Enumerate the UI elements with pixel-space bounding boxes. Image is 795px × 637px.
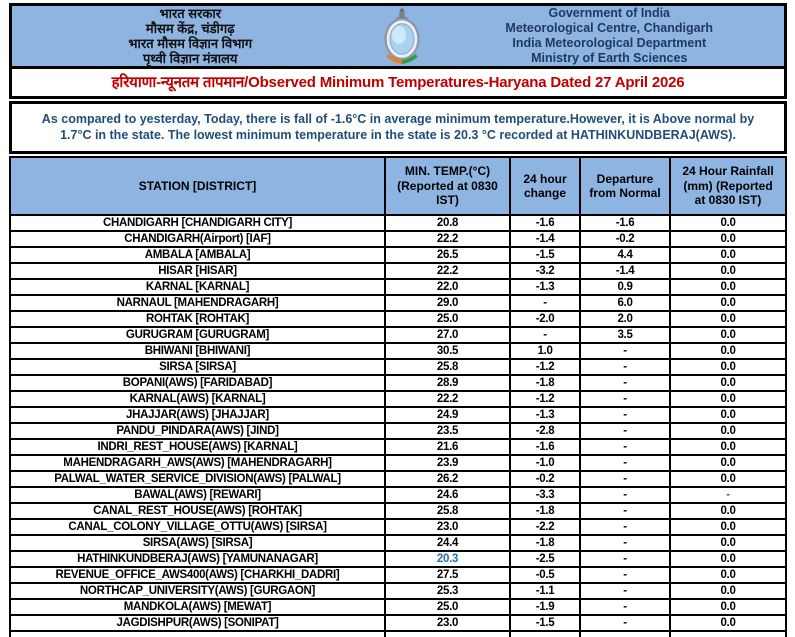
cell-departure: 3.5 bbox=[580, 327, 670, 343]
cell-rainfall: 0.0 bbox=[670, 279, 786, 295]
cell-rainfall: 0.0 bbox=[670, 215, 786, 231]
cell-change-24h: -1.9 bbox=[510, 599, 580, 615]
cell-station-district: PALWAL_WATER_SERVICE_DIVISION(AWS) [PALWAL] bbox=[10, 471, 385, 487]
imd-emblem-icon bbox=[381, 7, 423, 65]
cell-change-24h: -0.2 bbox=[510, 471, 580, 487]
cell-station-district: MANDKOLA(AWS) [MEWAT] bbox=[10, 599, 385, 615]
cell-departure: - bbox=[580, 343, 670, 359]
cell-departure: - bbox=[580, 391, 670, 407]
cell-min-temp: 23.0 bbox=[385, 519, 510, 535]
cell-departure: 4.4 bbox=[580, 247, 670, 263]
cell-departure: 2.0 bbox=[580, 311, 670, 327]
header-station: STATION [DISTRICT] bbox=[10, 157, 385, 215]
cell-change-24h: -1.8 bbox=[510, 375, 580, 391]
cell-rainfall: 0.0 bbox=[670, 375, 786, 391]
cell-station-district: CANAL_REST_HOUSE(AWS) [ROHTAK] bbox=[10, 503, 385, 519]
cell-rainfall: 0.0 bbox=[670, 231, 786, 247]
cell-rainfall: 0.0 bbox=[670, 343, 786, 359]
summary-notice: As compared to yesterday, Today, there is fall of -1.6°C in average minimum temperature.However, it is Above normal by 1.7°C in the state. The lowest minimum temperature in the state is 20.3 °C recorded at HATHINKUNDBERAJ(AWS). bbox=[9, 101, 787, 154]
header-departure: Departure from Normal bbox=[580, 157, 670, 215]
cell-change-24h: -2.5 bbox=[510, 551, 580, 567]
cell-min-temp: 21.6 bbox=[385, 439, 510, 455]
cell-change-24h: -3.2 bbox=[510, 263, 580, 279]
cell-departure: -1.6 bbox=[580, 215, 670, 231]
cell-station-district: JAGDISHPUR(AWS) [SONIPAT] bbox=[10, 615, 385, 631]
table-row bbox=[10, 279, 786, 295]
table-row bbox=[10, 487, 786, 503]
cell-change-24h: -1.3 bbox=[510, 407, 580, 423]
cell-min-temp: 24.4 bbox=[385, 535, 510, 551]
cell-departure: 0.9 bbox=[580, 279, 670, 295]
bulletin-title: हरियाणा-न्यूनतम तापमान/Observed Minimum Temperatures-Haryana Dated 27 April 2026 bbox=[111, 74, 685, 91]
cell-departure: - bbox=[580, 407, 670, 423]
masthead-english-line: Meteorological Centre, Chandigarh bbox=[505, 21, 714, 35]
cell-departure: - bbox=[580, 615, 670, 631]
cell-min-temp: 27.5 bbox=[385, 567, 510, 583]
station-table-body bbox=[10, 215, 786, 637]
cell-rainfall: 0.0 bbox=[670, 567, 786, 583]
cell-change-24h: - bbox=[510, 295, 580, 311]
cell-station-district: BAWAL(AWS) [REWARI] bbox=[10, 487, 385, 503]
cell-station-district: HATHINKUNDBERAJ(AWS) [YAMUNANAGAR] bbox=[10, 551, 385, 567]
cell-change-24h: -1.8 bbox=[510, 503, 580, 519]
table-row bbox=[10, 343, 786, 359]
observations-table-wrap bbox=[9, 156, 787, 637]
cell-change-24h: -1.2 bbox=[510, 359, 580, 375]
masthead-hindi-block bbox=[12, 6, 369, 66]
header-min-temp: MIN. TEMP.(°C) (Reported at 0830 IST) bbox=[385, 157, 510, 215]
cell-change-24h: -1.8 bbox=[510, 535, 580, 551]
cell-min-temp: 22.2 bbox=[385, 391, 510, 407]
cell-departure: -0.2 bbox=[580, 231, 670, 247]
cell-departure: - bbox=[580, 359, 670, 375]
cell-station-district: BOPANI(AWS) [FARIDABAD] bbox=[10, 375, 385, 391]
cell-min-temp: 25.8 bbox=[385, 359, 510, 375]
masthead-hindi-line: पृथ्वी विज्ञान मंत्रालय bbox=[143, 51, 238, 66]
cell-rainfall: 0.0 bbox=[670, 295, 786, 311]
cell-station-district: GURUGRAM [GURUGRAM] bbox=[10, 327, 385, 343]
table-row bbox=[10, 359, 786, 375]
cell-station-district: CANAL_COLONY_VILLAGE_OTTU(AWS) [SIRSA] bbox=[10, 519, 385, 535]
cell-rainfall: 0.0 bbox=[670, 583, 786, 599]
table-row-partial bbox=[10, 631, 786, 637]
cell-station-district: AMBALA [AMBALA] bbox=[10, 247, 385, 263]
cell-station-district: KARNAL(AWS) [KARNAL] bbox=[10, 391, 385, 407]
cell-rainfall: 0.0 bbox=[670, 423, 786, 439]
cell-empty bbox=[385, 631, 510, 637]
table-row bbox=[10, 599, 786, 615]
cell-departure: - bbox=[580, 487, 670, 503]
cell-departure: - bbox=[580, 471, 670, 487]
cell-rainfall: 0.0 bbox=[670, 535, 786, 551]
table-row bbox=[10, 551, 786, 567]
cell-departure: - bbox=[580, 599, 670, 615]
cell-min-temp: 25.3 bbox=[385, 583, 510, 599]
cell-min-temp: 25.8 bbox=[385, 503, 510, 519]
masthead-english-line: India Meteorological Department bbox=[512, 36, 707, 50]
cell-departure: - bbox=[580, 583, 670, 599]
cell-change-24h: -1.4 bbox=[510, 231, 580, 247]
cell-change-24h: - bbox=[510, 327, 580, 343]
masthead bbox=[9, 3, 787, 69]
cell-change-24h: -2.0 bbox=[510, 311, 580, 327]
cell-departure: - bbox=[580, 503, 670, 519]
cell-rainfall: 0.0 bbox=[670, 359, 786, 375]
cell-min-temp: 20.8 bbox=[385, 215, 510, 231]
table-row bbox=[10, 503, 786, 519]
cell-change-24h: -2.2 bbox=[510, 519, 580, 535]
cell-station-district: SIRSA(AWS) [SIRSA] bbox=[10, 535, 385, 551]
cell-change-24h: -3.3 bbox=[510, 487, 580, 503]
cell-departure: - bbox=[580, 375, 670, 391]
cell-station-district: INDRI_REST_HOUSE(AWS) [KARNAL] bbox=[10, 439, 385, 455]
cell-change-24h: -1.2 bbox=[510, 391, 580, 407]
header-24h-change: 24 hour change bbox=[510, 157, 580, 215]
cell-min-temp: 26.5 bbox=[385, 247, 510, 263]
cell-min-temp: 25.0 bbox=[385, 311, 510, 327]
table-row bbox=[10, 535, 786, 551]
table-row bbox=[10, 583, 786, 599]
table-row bbox=[10, 407, 786, 423]
cell-rainfall: 0.0 bbox=[670, 407, 786, 423]
cell-rainfall: 0.0 bbox=[670, 391, 786, 407]
cell-station-district: PANDU_PINDARA(AWS) [JIND] bbox=[10, 423, 385, 439]
cell-departure: - bbox=[580, 551, 670, 567]
cell-station-district: HISAR [HISAR] bbox=[10, 263, 385, 279]
table-row bbox=[10, 311, 786, 327]
cell-min-temp: 26.2 bbox=[385, 471, 510, 487]
cell-min-temp: 22.2 bbox=[385, 231, 510, 247]
cell-station-district: REVENUE_OFFICE_AWS400(AWS) [CHARKHI_DADRI] bbox=[10, 567, 385, 583]
table-row bbox=[10, 247, 786, 263]
cell-change-24h: -0.5 bbox=[510, 567, 580, 583]
cell-rainfall: 0.0 bbox=[670, 599, 786, 615]
cell-rainfall: 0.0 bbox=[670, 439, 786, 455]
cell-departure: -1.4 bbox=[580, 263, 670, 279]
table-row bbox=[10, 439, 786, 455]
cell-station-district: CHANDIGARH [CHANDIGARH CITY] bbox=[10, 215, 385, 231]
cell-departure: - bbox=[580, 567, 670, 583]
cell-rainfall: 0.0 bbox=[670, 327, 786, 343]
masthead-hindi-line: भारत सरकार bbox=[159, 6, 222, 21]
cell-min-temp: 22.2 bbox=[385, 263, 510, 279]
cell-station-district: MAHENDRAGARH_AWS(AWS) [MAHENDRAGARH] bbox=[10, 455, 385, 471]
cell-rainfall: 0.0 bbox=[670, 503, 786, 519]
cell-departure: 6.0 bbox=[580, 295, 670, 311]
table-row bbox=[10, 263, 786, 279]
cell-station-district: NORTHCAP_UNIVERSITY(AWS) [GURGAON] bbox=[10, 583, 385, 599]
cell-rainfall: 0.0 bbox=[670, 519, 786, 535]
cell-change-24h: -1.6 bbox=[510, 215, 580, 231]
cell-station-district: NARNAUL [MAHENDRAGARH] bbox=[10, 295, 385, 311]
cell-empty bbox=[510, 631, 580, 637]
cell-min-temp: 30.5 bbox=[385, 343, 510, 359]
cell-station-district: BHIWANI [BHIWANI] bbox=[10, 343, 385, 359]
cell-departure: - bbox=[580, 519, 670, 535]
cell-change-24h: -1.6 bbox=[510, 439, 580, 455]
cell-station-district: CHANDIGARH(Airport) [IAF] bbox=[10, 231, 385, 247]
cell-empty bbox=[10, 631, 385, 637]
cell-min-temp: 23.5 bbox=[385, 423, 510, 439]
table-header-row bbox=[10, 157, 786, 215]
table-row bbox=[10, 231, 786, 247]
cell-change-24h: -1.3 bbox=[510, 279, 580, 295]
masthead-english-line: Ministry of Earth Sciences bbox=[531, 51, 688, 65]
table-row bbox=[10, 423, 786, 439]
table-row bbox=[10, 391, 786, 407]
table-row bbox=[10, 375, 786, 391]
observations-table bbox=[9, 156, 787, 637]
table-row bbox=[10, 567, 786, 583]
cell-min-temp: 25.0 bbox=[385, 599, 510, 615]
table-row bbox=[10, 471, 786, 487]
cell-min-temp: 24.6 bbox=[385, 487, 510, 503]
cell-station-district: JHAJJAR(AWS) [JHAJJAR] bbox=[10, 407, 385, 423]
cell-departure: - bbox=[580, 455, 670, 471]
cell-rainfall: 0.0 bbox=[670, 311, 786, 327]
masthead-english-line: Government of India bbox=[548, 6, 671, 20]
cell-rainfall: 0.0 bbox=[670, 615, 786, 631]
cell-change-24h: -1.5 bbox=[510, 615, 580, 631]
masthead-hindi-line: भारत मौसम विज्ञान विभाग bbox=[128, 36, 253, 51]
cell-change-24h: -1.0 bbox=[510, 455, 580, 471]
cell-rainfall: 0.0 bbox=[670, 263, 786, 279]
cell-min-temp: 24.9 bbox=[385, 407, 510, 423]
cell-empty bbox=[580, 631, 670, 637]
cell-rainfall: 0.0 bbox=[670, 471, 786, 487]
header-rainfall: 24 Hour Rainfall (mm) (Reported at 0830 IST) bbox=[670, 157, 786, 215]
masthead-english-block bbox=[435, 6, 785, 66]
cell-rainfall: 0.0 bbox=[670, 455, 786, 471]
cell-change-24h: -2.8 bbox=[510, 423, 580, 439]
cell-min-temp: 23.0 bbox=[385, 615, 510, 631]
cell-min-temp: 28.9 bbox=[385, 375, 510, 391]
cell-rainfall: 0.0 bbox=[670, 247, 786, 263]
cell-min-temp: 29.0 bbox=[385, 295, 510, 311]
cell-departure: - bbox=[580, 439, 670, 455]
table-row bbox=[10, 295, 786, 311]
cell-station-district: SIRSA [SIRSA] bbox=[10, 359, 385, 375]
cell-empty bbox=[670, 631, 786, 637]
bulletin-title-bar bbox=[9, 66, 787, 99]
cell-departure: - bbox=[580, 423, 670, 439]
cell-min-temp: 23.9 bbox=[385, 455, 510, 471]
table-row bbox=[10, 215, 786, 231]
cell-min-temp: 20.3 bbox=[385, 551, 510, 567]
table-row bbox=[10, 455, 786, 471]
cell-change-24h: -1.1 bbox=[510, 583, 580, 599]
cell-change-24h: -1.5 bbox=[510, 247, 580, 263]
imd-logo bbox=[369, 7, 435, 65]
cell-min-temp: 22.0 bbox=[385, 279, 510, 295]
cell-min-temp: 27.0 bbox=[385, 327, 510, 343]
cell-rainfall: - bbox=[670, 487, 786, 503]
table-row bbox=[10, 327, 786, 343]
cell-station-district: ROHTAK [ROHTAK] bbox=[10, 311, 385, 327]
cell-departure: - bbox=[580, 535, 670, 551]
cell-station-district: KARNAL [KARNAL] bbox=[10, 279, 385, 295]
table-row bbox=[10, 519, 786, 535]
masthead-hindi-line: मौसम केंद्र, चंडीगढ़ bbox=[145, 21, 235, 36]
cell-change-24h: 1.0 bbox=[510, 343, 580, 359]
table-row bbox=[10, 615, 786, 631]
cell-rainfall: 0.0 bbox=[670, 551, 786, 567]
